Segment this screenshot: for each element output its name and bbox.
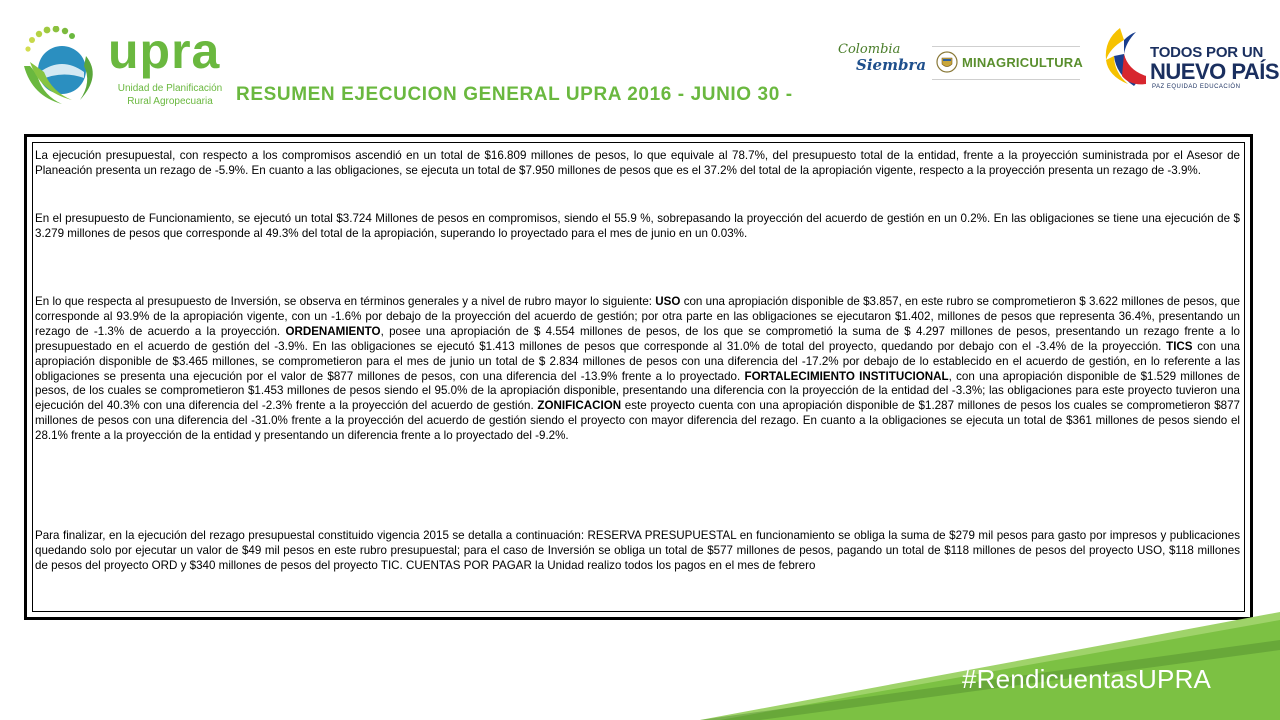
inversion-intro: En lo que respecta al presupuesto de Inversión, se observa en términos generales y a nivel de rubro mayor lo siguiente: [35, 295, 656, 308]
text-fortalecimiento: , con una apropiación disponible de $1.529 millones de pesos, de los cuales se comprometieron $1.453 millones de pesos siendo el 95.0% de la apropiación disponible, presentando una diferencia con la proyección de la entidad del -3.3%; las obligaciones para este proyecto tuvieron una ejecución del 40.3% con una diferencia del -2.3% frente a la proyección del acuerdo de gestión. [35, 369, 1240, 413]
text-tics: con una apropiación disponible de $3.465 millones, se comprometieron para el mes de junio un total de $ 2.834 millones de pesos con una diferencia del -17.2% por debajo de lo establecido en el acuerdo de gestión, en lo referente a las obligaciones se presenta una ejecución por el valor de $877 millones de pesos, con una diferencia del -13.9% frente a lo proyectado. [35, 339, 1241, 383]
footer-hashtag: #RendicuentasUPRA [962, 664, 1212, 694]
text-zonificacion: este proyecto cuenta con una apropiación disponible de $1.287 millones de pesos los cuales se comprometieron $877 millones de pesos con una diferencia del -31.0% frente a la proyección del acuerdo de gestión siendo el proyecto con mayor diferencia del rezago. En cuanto a la obligaciones se ejecuta un total de $361 millones de pesos siendo el 28.1% frente a la proyección de la entidad y presentando un diferencia frente a lo proyectado del -9.2%. [35, 399, 1240, 443]
text-uso: con una apropiación disponible de $3.857, en este rubro se comprometieron $ 3.622 millones de pesos, que corresponde al 93.9% de la apropiación vigente, con un -1.6% por debajo de la proyección del acuerdo de gestión; por otra parte en las obligaciones se ejecutaron $1.402, millones de pesos que representa 36.4%, presentando un rezago de -1.3% de acuerdo a la proyección. [35, 295, 1240, 338]
label-zonificacion: ZONIFICACION [537, 399, 622, 413]
tpun-line2: NUEVO PAÍS [1150, 59, 1280, 84]
upra-subtitle-line1: Unidad de Planificación [117, 83, 223, 94]
upra-subtitle-line2: Rural Agropecuaria [127, 96, 213, 107]
label-tics: TICS [1166, 339, 1193, 353]
paragraph-rezago: Para finalizar, en la ejecución del rezago presupuestal constituido vigencia 2015 se detalla a continuación: RESERVA PRESUPUESTAL en funcionamiento se obliga la suma de $279 mil pesos para gasto por impresos y publicaciones quedando solo por ejecutar un valor de $49 mil pesos en este rubro presupuestal; para el caso de Inversión se obliga un total de $577 millones de pesos, pagando un total de $118 millones de pesos del proyecto USO, $118 millones de pesos del proyecto ORD y $340 millones de pesos del proyecto TIC. CUENTAS POR PAGAR la Unidad realizo todos los pagos en el mes de febrero [35, 529, 1240, 572]
label-uso: USO [655, 295, 681, 308]
minagricultura-label: MINAGRICULTURA [962, 55, 1083, 70]
paragraph-funcionamiento: En el presupuesto de Funcionamiento, se ejecutó un total $3.724 Millones de pesos en compromisos, siendo el 55.9 %, sobrepasando la proyección del acuerdo de gestión en un 0.2%. En las obligaciones se tiene una ejecución de $ 3.279 millones de pesos que corresponde al 49.3% del total de la apropiación, superando lo proyectado para el mes de junio en un 0.03%. [35, 212, 1240, 240]
colombia-siembra-line2: Siembra [856, 56, 927, 74]
colombia-siembra-line1: Colombia [838, 42, 901, 57]
upra-wordmark: upra [108, 23, 221, 79]
tpun-line1: TODOS POR UN [1150, 44, 1264, 61]
page-title: RESUMEN EJECUCION GENERAL UPRA 2016 - JUNIO 30 - [236, 84, 793, 105]
paragraph-summary: La ejecución presupuestal, con respecto a los compromisos ascendió en un total de $16.809 millones de pesos, lo que equivale al 78.7%, del presupuesto total de la entidad, frente a la proyección suministrada por el Asesor de Planeación presenta un rezago de -5.9%. En cuanto a las obligaciones, se ejecuta un total de $7.950 millones de pesos que es el 37.2% del total de la apropiación vigente, respecto a la proyección presenta un rezago de -3.9%. [35, 149, 1240, 177]
tpun-line3: PAZ EQUIDAD EDUCACIÓN [1152, 84, 1241, 90]
label-ordenamiento: ORDENAMIENTO [285, 324, 381, 338]
label-fortalecimiento: FORTALECIMIENTO INSTITUCIONAL [744, 369, 949, 383]
text-ordenamiento: , posee una apropiación de $ 4.554 millones de pesos, de los que se comprometió la suma de $ 4.297 millones de pesos, presentando un rezago frente a lo presupuestado en el acuerdo de gestión del -3.9%. En las obligaciones se ejecutó $1.413 millones de pesos que corresponde al 31.0% de total del proyecto, quedando por debajo con el -3.4% de la proyección. [35, 324, 1241, 353]
